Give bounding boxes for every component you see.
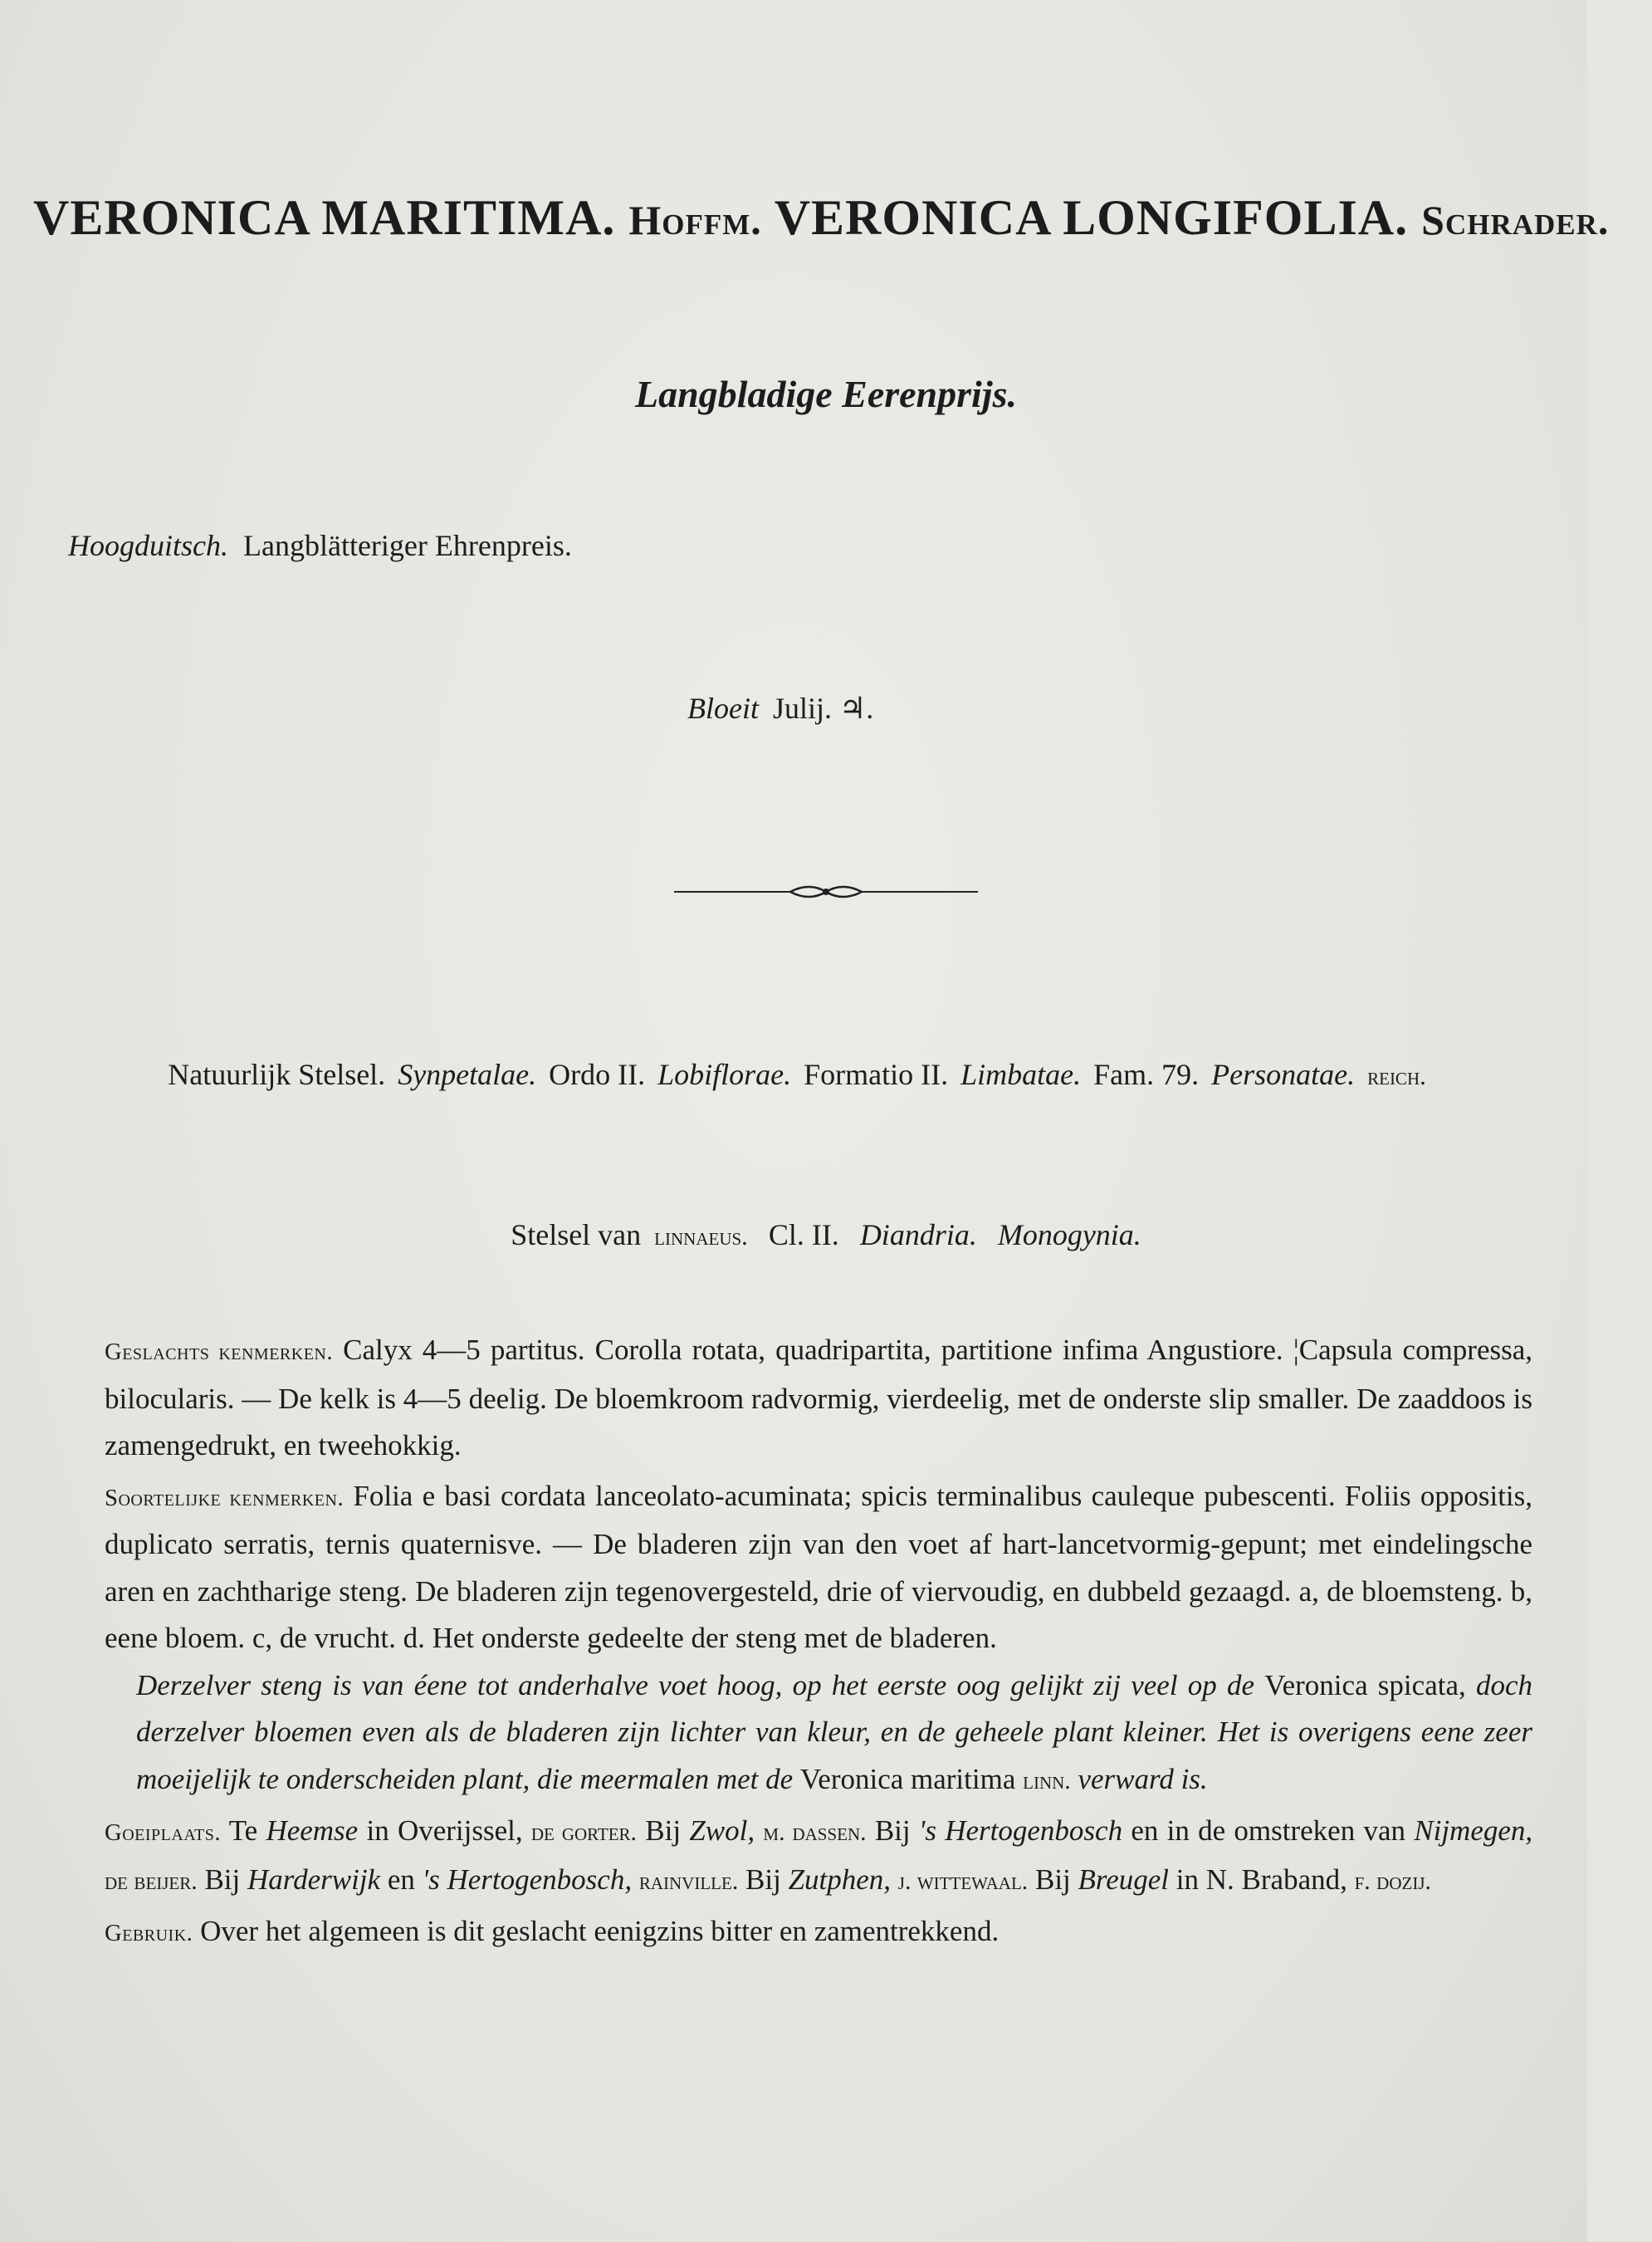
title-species-1: VERONICA MARITIMA.: [33, 190, 616, 245]
habitat-text: Bij: [204, 1863, 241, 1896]
habitat-place: Nijmegen,: [1414, 1814, 1533, 1847]
habitat-text: en in de omstreken van: [1131, 1814, 1405, 1847]
german-label: Hoogduitsch.: [68, 529, 228, 562]
habitat-collector: m. dassen.: [763, 1819, 867, 1846]
habitat-collector: de beijer.: [105, 1867, 198, 1895]
species-characters-text: Folia e basi cordata lanceolato-acuminata; spicis terminalibus cauleque pubescenti. Foliis oppositis, duplicato serratis, ternis quaternisve. — De bladeren zijn van den voet af hart-lancetvormig-gepunt; met eindelingsche aren en zachtharige steng. De bladeren zijn tegenovergesteld, drie of viervoudig, en dubbeld gezaagd. a, de bloemsteng. b, eene bloem. c, de vrucht. d. Het onderste gedeelte der steng met de bladeren.: [105, 1479, 1533, 1654]
species-characters: [105, 1473, 1532, 1662]
linnaeus-class: Diandria.: [859, 1218, 977, 1251]
habitat-place: Heemse: [266, 1814, 359, 1847]
habitat-text: Bij: [645, 1814, 682, 1847]
natural-formatio: Formatio II.: [804, 1058, 949, 1091]
german-name: Langblätteriger Ehrenpreis.: [243, 529, 572, 562]
observation-text-1: Derzelver steng is van éene tot anderhalve voet hoog, op het eerste oog gelijkt zij veel op de: [136, 1668, 1254, 1701]
natural-ordo-name: Lobiflorae.: [657, 1058, 792, 1091]
observation-paragraph: [105, 1662, 1532, 1805]
genus-characters-heading: Geslachts kenmerken.: [105, 1339, 334, 1365]
title-author-2: Schrader.: [1421, 197, 1610, 243]
habitat-text: en: [387, 1863, 415, 1896]
common-name: Langbladige Eerenprijs.: [634, 373, 1018, 415]
habitat-place: 's Hertogenbosch,: [422, 1863, 633, 1896]
habitat-place: Zutphen,: [788, 1863, 892, 1896]
linnaeus-label: Stelsel van: [511, 1218, 642, 1251]
linnaeus-order: Monogynia.: [997, 1218, 1141, 1251]
habitat-collector: rainville.: [638, 1867, 739, 1895]
linnaeus-name: linnaeus.: [654, 1222, 748, 1251]
natural-author: reich.: [1367, 1062, 1426, 1090]
german-name-line: [68, 528, 572, 563]
observation-text-2: doch derzelver bloemen even als de bladeren zijn lichter van kleur, en de geheele plant kleiner. Het is overigens eene zeer moeijelijk te onderscheiden plant, die meermalen met de: [136, 1668, 1532, 1795]
habitat-heading: Goeiplaats.: [105, 1819, 222, 1846]
habitat-text: in N. Braband,: [1175, 1863, 1347, 1896]
usage: [105, 1908, 1532, 1957]
perennial-symbol: ♃.: [839, 692, 874, 725]
natural-family: Fam. 79.: [1093, 1058, 1200, 1091]
flowering-line: [687, 691, 873, 726]
habitat-place: Harderwijk: [247, 1863, 381, 1896]
flowering-label: Bloeit: [687, 692, 759, 725]
habitat-collector: f. dozij.: [1354, 1867, 1431, 1895]
observation-species-1: Veronica spicata,: [1264, 1668, 1466, 1701]
title-species-2: VERONICA LONGIFOLIA.: [774, 190, 1409, 245]
natural-ordo: Ordo II.: [549, 1058, 646, 1091]
natural-system-label: Natuurlijk Stelsel.: [168, 1058, 386, 1091]
observation-text-3: verward is.: [1078, 1762, 1208, 1795]
natural-system: [66, 1051, 1527, 1099]
usage-text: Over het algemeen is dit geslacht eenigzins bitter en zamentrekkend.: [200, 1915, 1000, 1947]
description-body: [105, 1327, 1532, 1957]
habitat-text: Te: [228, 1814, 258, 1847]
observation-species-2: Veronica maritima: [799, 1762, 1016, 1795]
linnaeus-class-number: Cl. II.: [768, 1218, 839, 1251]
natural-family-name: Personatae.: [1211, 1058, 1356, 1091]
linnaeus-system: [0, 1217, 1652, 1252]
species-characters-heading: Soortelijke kenmerken.: [105, 1484, 345, 1511]
title-author-1: Hoffm.: [628, 197, 762, 243]
genus-characters: [105, 1327, 1532, 1470]
habitat-text: Bij: [745, 1863, 781, 1896]
ornament-divider: [674, 877, 978, 907]
usage-heading: Gebruik.: [105, 1920, 193, 1946]
flowering-month: Julij.: [772, 692, 832, 725]
habitat-collector: de gorter.: [530, 1819, 637, 1846]
habitat: [105, 1808, 1532, 1905]
habitat-text: Bij: [1034, 1863, 1071, 1896]
page-title: [33, 189, 1610, 247]
habitat-text: in Overijssel,: [366, 1814, 523, 1847]
genus-characters-text: Calyx 4—5 partitus. Corolla rotata, quadripartita, partitione infima Angustiore. ¦Capsula compressa, bilocularis. — De kelk is 4—5 deelig. De bloemkroom radvormig, vierdeelig, met de onderste slip smaller. De zaaddoos is zamengedrukt, en tweehokkig.: [105, 1334, 1533, 1461]
habitat-place: 's Hertogenbosch: [918, 1814, 1123, 1847]
habitat-collector: j. wittewaal.: [897, 1867, 1029, 1895]
natural-class: Synpetalae.: [398, 1058, 537, 1091]
habitat-place: Zwol,: [689, 1814, 755, 1847]
observation-author: linn.: [1023, 1766, 1071, 1794]
habitat-place: Breugel: [1078, 1863, 1170, 1896]
natural-formatio-name: Limbatae.: [960, 1058, 1082, 1091]
habitat-text: Bij: [874, 1814, 911, 1847]
